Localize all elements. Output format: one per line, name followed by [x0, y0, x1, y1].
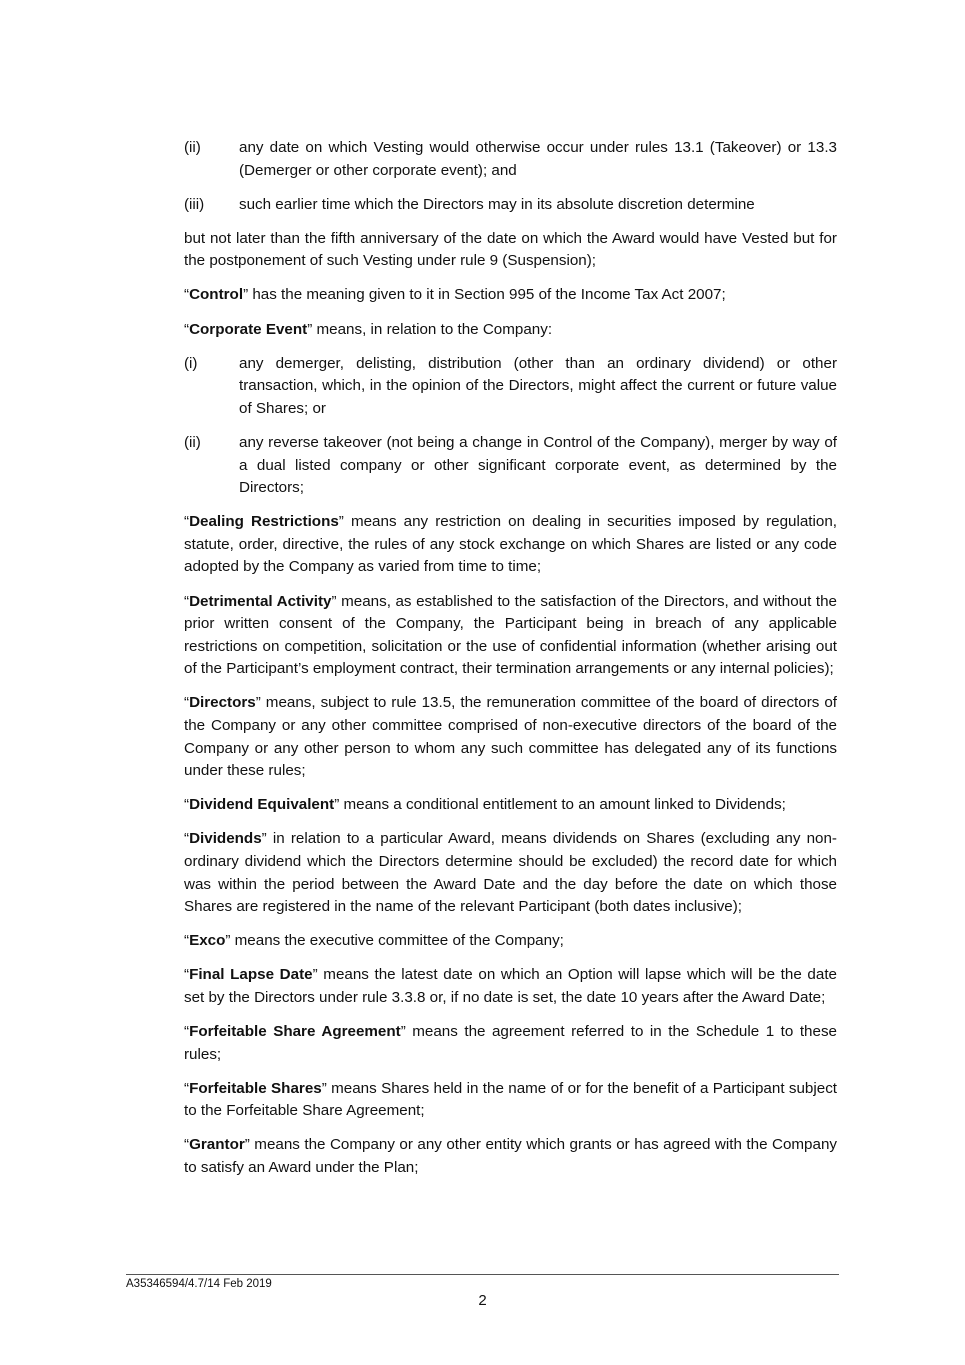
defined-term: Dividends: [189, 830, 262, 848]
defined-term: Final Lapse Date: [189, 966, 313, 984]
paragraph: but not later than the fifth anniversary of the date on which the Award would have Vested but for the postponement of such Vesting under rule 9 (Suspension);: [184, 229, 837, 270]
definition-directors: “Directors” means, subject to rule 13.5, the remuneration committee of the board of directors of the Company or any other committee comprised of non-executive directors of the board of the Company or any other person to whom any such committee has delegated any of its functions under these rules;: [184, 694, 837, 780]
list-item: [184, 353, 837, 421]
document-body: [184, 137, 837, 1191]
defined-term: Dividend Equivalent: [189, 796, 335, 814]
defined-term: Forfeitable Share Agreement: [189, 1023, 401, 1040]
document-reference: A35346594/4.7/14 Feb 2019: [126, 1278, 272, 1290]
definition-control: “Control” has the meaning given to it in Section 995 of the Income Tax Act 2007;: [184, 286, 726, 304]
definition-dividend-equivalent: “Dividend Equivalent” means a conditional entitlement to an amount linked to Dividends;: [184, 796, 786, 814]
list-item: [184, 432, 837, 500]
defined-term: Detrimental Activity: [189, 592, 332, 610]
definition-dividends: “Dividends” in relation to a particular Award, means dividends on Shares (excluding any non-ordinary dividend which the Directors determine should be excluded) the record date for which was within the period between the Award Date and the day before the date on which those Shares are registered in the name of the relevant Participant (both dates inclusive);: [184, 830, 837, 916]
page-number: 2: [478, 1292, 487, 1309]
defined-term: Forfeitable Shares: [189, 1079, 322, 1097]
footer-divider: [126, 1274, 839, 1275]
definition-grantor: “Grantor” means the Company or any other entity which grants or has agreed with the Company to satisfy an Award under the Plan;: [184, 1136, 837, 1176]
defined-term: Grantor: [189, 1136, 245, 1154]
defined-term: Control: [189, 286, 244, 304]
list-item: [184, 137, 837, 182]
defined-term: Dealing Restrictions: [189, 513, 339, 531]
list-number: (iii): [184, 195, 205, 213]
defined-term: Directors: [189, 694, 256, 712]
list-number: (ii): [184, 433, 201, 451]
defined-term: Exco: [189, 932, 226, 950]
list-text: such earlier time which the Directors may in its absolute discretion determine: [239, 195, 755, 213]
list-number: (i): [184, 354, 198, 372]
list-text: any reverse takeover (not being a change in Control of the Company), merger by way of a dual listed company or other significant corporate event, as determined by the Directors;: [239, 433, 837, 497]
definition-corporate-event: “Corporate Event” means, in relation to the Company:: [184, 320, 553, 338]
definition-dealing-restrictions: “Dealing Restrictions” means any restriction on dealing in securities imposed by regulation, statute, order, directive, the rules of any stock exchange on which Shares are listed or any code adopted by the Company as varied from time to time;: [184, 513, 837, 576]
list-item: [184, 194, 837, 217]
list-text: any demerger, delisting, distribution (other than an ordinary dividend) or other transaction, which, in the opinion of the Directors, might affect the current or future value of Shares; or: [239, 354, 837, 417]
list-text: any date on which Vesting would otherwise occur under rules 13.1 (Takeover) or 13.3 (Demerger or other corporate event); and: [239, 139, 837, 179]
definition-final-lapse-date: “Final Lapse Date” means the latest date on which an Option will lapse which will be the date set by the Directors under rule 3.3.8 or, if no date is set, the date 10 years after the Award Date;: [184, 966, 837, 1006]
defined-term: Corporate Event: [189, 320, 308, 338]
definition-exco: “Exco” means the executive committee of the Company;: [184, 932, 564, 950]
definition-forfeitable-share-agreement: “Forfeitable Share Agreement” means the agreement referred to in the Schedule 1 to these rules;: [184, 1023, 837, 1063]
list-number: (ii): [184, 139, 201, 156]
definition-forfeitable-shares: “Forfeitable Shares” means Shares held in the name of or for the benefit of a Participant subject to the Forfeitable Share Agreement;: [184, 1079, 838, 1120]
definition-detrimental-activity: “Detrimental Activity” means, as established to the satisfaction of the Directors, and without the prior written consent of the Company, the Participant being in breach of any applicable restrictions on competition, solicitation or the use of confidential information (whether arising out of the Participant’s employment contract, their termination arrangements or any internal policies);: [184, 592, 837, 678]
